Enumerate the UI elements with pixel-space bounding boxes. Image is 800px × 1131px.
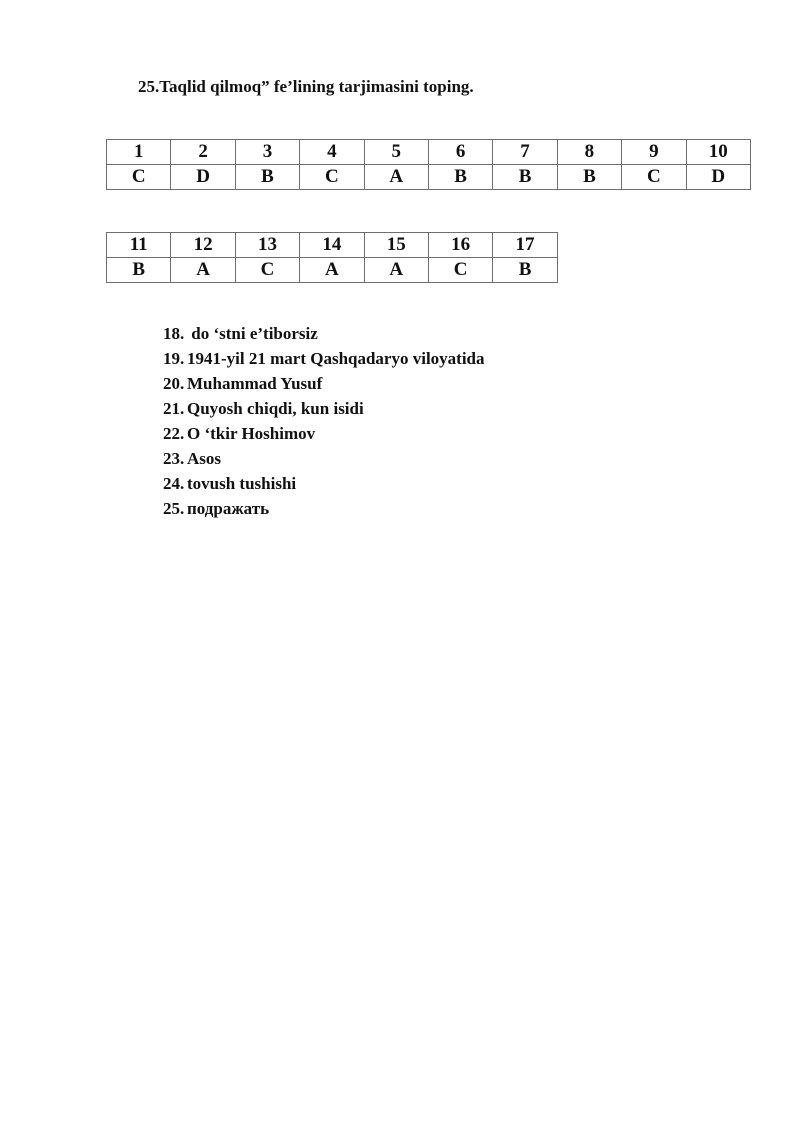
question-number-cell: 1 [107,140,171,165]
answer-cell: B [235,165,299,190]
question-number-cell: 6 [428,140,492,165]
item-text: Asos [187,449,222,468]
answer-cell: B [493,258,557,283]
answer-key-table-1 [106,139,751,190]
item-text: 1941-yil 21 mart Qashqadaryo viloyatida [187,349,485,368]
question-number-cell: 2 [171,140,235,165]
item-text: Quyosh chiqdi, kun isidi [187,399,364,418]
question-number-cell: 17 [493,233,557,258]
question-number-cell: 9 [622,140,686,165]
answer-cell: B [493,165,557,190]
question-number-cell: 5 [364,140,428,165]
item-number: 19. [163,349,185,368]
question-number-cell: 10 [686,140,750,165]
item-number: 23. [163,449,185,468]
item-number: 22. [163,424,185,443]
question-number-cell: 14 [300,233,364,258]
item-number: 24. [163,474,185,493]
answer-cell: C [107,165,171,190]
answer-cell: B [107,258,171,283]
list-item [163,496,485,521]
table-header-row [107,140,751,165]
question-number-cell: 8 [557,140,621,165]
open-answers-list [163,321,485,521]
answer-cell: C [300,165,364,190]
item-text: O ‘tkir Hoshimov [187,424,316,443]
item-text: Muhammad Yusuf [187,374,323,393]
list-item [163,346,485,371]
question-number-cell: 13 [235,233,299,258]
list-item [163,371,485,396]
question-number-cell: 3 [235,140,299,165]
item-text: tovush tushishi [187,474,297,493]
question-number-cell: 7 [493,140,557,165]
answer-cell: B [557,165,621,190]
item-text: подражать [187,499,270,518]
question-text: 25.Taqlid qilmoq” fe’lining tarjimasini toping. [138,77,474,96]
table-answer-row [107,258,558,283]
question-number-cell: 11 [107,233,171,258]
answer-key-table-2 [106,232,558,283]
item-number: 21. [163,399,185,418]
question-number-cell: 16 [428,233,492,258]
item-number: 25. [163,499,185,518]
question-number-cell: 15 [364,233,428,258]
item-number: 20. [163,374,185,393]
answer-cell: A [171,258,235,283]
answer-cell: A [364,258,428,283]
question-number-cell: 12 [171,233,235,258]
answer-cell: C [622,165,686,190]
list-item [163,321,485,346]
item-text: do ‘stni e’tiborsiz [187,324,318,343]
answer-cell: D [686,165,750,190]
table-answer-row [107,165,751,190]
item-number: 18. [163,324,185,343]
answer-cell: C [235,258,299,283]
list-item [163,471,485,496]
answer-cell: B [428,165,492,190]
list-item [163,421,485,446]
answer-cell: D [171,165,235,190]
question-number-cell: 4 [300,140,364,165]
answer-cell: C [428,258,492,283]
list-item [163,396,485,421]
answer-cell: A [364,165,428,190]
table-header-row [107,233,558,258]
list-item [163,446,485,471]
answer-cell: A [300,258,364,283]
